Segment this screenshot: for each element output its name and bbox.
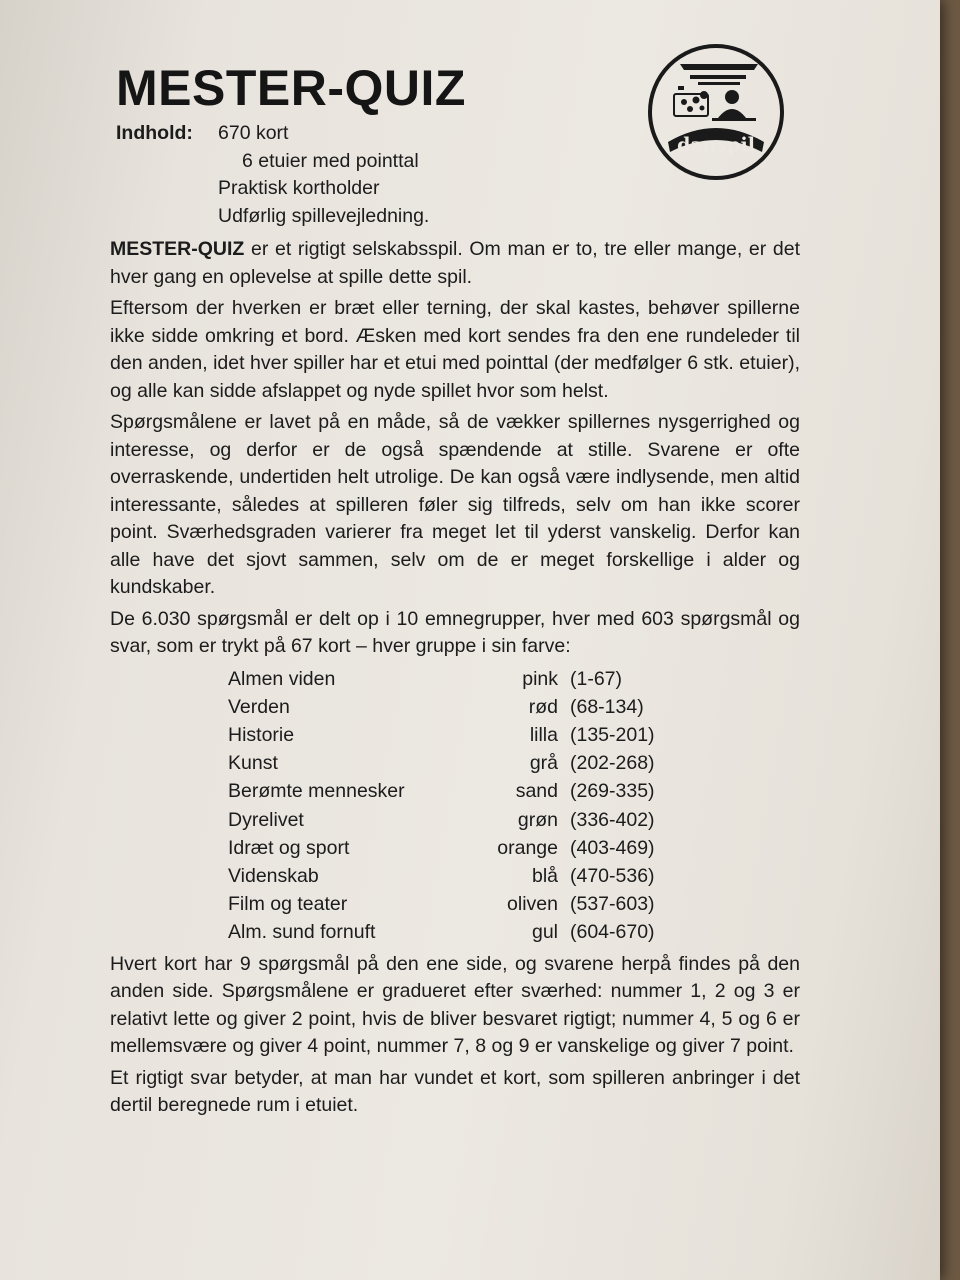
group-color: rød bbox=[528, 695, 558, 718]
group-range: (68-134) bbox=[570, 695, 644, 718]
group-name: Videnskab bbox=[228, 864, 319, 887]
group-color: gul bbox=[531, 921, 558, 944]
group-color: oliven bbox=[507, 893, 558, 916]
table-row bbox=[228, 834, 680, 862]
group-color: sand bbox=[515, 780, 558, 803]
group-name: Kunst bbox=[228, 752, 278, 775]
group-color: blå bbox=[531, 864, 558, 887]
table-row bbox=[228, 806, 680, 834]
group-name: Almen viden bbox=[228, 667, 336, 690]
group-color: grå bbox=[529, 752, 558, 775]
group-range: (135-201) bbox=[570, 723, 655, 746]
group-name: Berømte mennesker bbox=[228, 780, 405, 803]
group-color: lilla bbox=[529, 723, 558, 746]
contents-item: 6 etuier med pointtal bbox=[242, 149, 419, 172]
group-range: (202-268) bbox=[570, 752, 655, 775]
group-color: pink bbox=[522, 667, 558, 690]
intro-paragraph bbox=[110, 236, 800, 291]
group-range: (604-670) bbox=[570, 921, 655, 944]
group-range: (1-67) bbox=[570, 667, 623, 690]
group-name: Alm. sund fornuft bbox=[228, 921, 376, 944]
contents-item: Udførlig spillevejledning. bbox=[218, 204, 430, 227]
group-color: grøn bbox=[517, 808, 558, 831]
paragraph: De 6.030 spørgsmål er delt op i 10 emnegrupper, hver med 603 spørgsmål og svar, som er trykt på 67 kort – hver gruppe i sin farve: bbox=[110, 607, 800, 657]
group-name: Historie bbox=[228, 723, 295, 746]
document-body bbox=[110, 58, 800, 1120]
page-title: MESTER-QUIZ bbox=[116, 60, 466, 116]
table-row bbox=[228, 777, 680, 805]
paragraph: Et rigtigt svar betyder, at man har vundet et kort, som spilleren anbringer i det dertil beregnede rum i etuiet. bbox=[110, 1066, 800, 1117]
contents-item: 670 kort bbox=[218, 122, 289, 144]
table-row bbox=[228, 665, 680, 693]
table-row bbox=[228, 693, 680, 721]
group-range: (537-603) bbox=[570, 893, 655, 916]
group-color: orange bbox=[497, 836, 558, 859]
contents-list bbox=[116, 120, 800, 230]
svg-text:danspil: danspil bbox=[677, 134, 755, 156]
group-range: (470-536) bbox=[570, 864, 655, 887]
intro-game-name: MESTER-QUIZ bbox=[110, 238, 245, 260]
table-row bbox=[228, 749, 680, 777]
table-row bbox=[228, 721, 680, 749]
topic-groups-table bbox=[228, 665, 680, 947]
group-name: Verden bbox=[228, 695, 290, 718]
paragraph: Hvert kort har 9 spørgsmål på den ene side, og svarene herpå findes på den anden side. Spørgsmålene er gradueret efter sværhed: nummer 1, 2 og 3 er relativt lette og giver 2 point, hvis de bliver besvaret rigtigt; nummer 4, 5 og 6 er mellemsvære og giver 4 point, nummer 7, 8 og 9 er vanskelige og giver 7 point. bbox=[110, 952, 800, 1058]
contents-label: Indhold: bbox=[116, 122, 193, 144]
contents-item: Praktisk kortholder bbox=[218, 177, 380, 199]
group-range: (403-469) bbox=[570, 836, 655, 859]
table-row bbox=[228, 890, 680, 918]
paragraph: Spørgsmålene er lavet på en måde, så de vækker spillernes nysgerrighed og interesse, og derfor er de også spændende at stille. Svarene er ofte overraskende, undertiden helt utrolige. De kan også være indlysende, men altid interessante, således at spilleren føler sig tilfreds, selv om han ikke scorer point. Sværhedsgraden varierer fra meget let til yderst vanskelig. Derfor kan alle have det sjovt sammen, selv om de er meget forskellige i alder og kundskaber. bbox=[110, 411, 800, 598]
group-name: Idræt og sport bbox=[228, 836, 350, 859]
group-name: Dyrelivet bbox=[228, 808, 304, 831]
paragraph: Eftersom der hverken er bræt eller terning, der skal kastes, behøver spillerne ikke sidde omkring et bord. Æsken med kort sendes fra den ene rundeleder til den anden, idet hver spiller har et etui med pointtal (der medfølger 6 stk. etuier), og alle kan sidde afslappet og nyde spillet hvor som helst. bbox=[110, 297, 800, 402]
table-row bbox=[228, 862, 680, 890]
group-range: (336-402) bbox=[570, 808, 655, 831]
table-row bbox=[228, 918, 680, 946]
intro-text: er et rigtigt selskabsspil. Om man er to, tre eller mange, er det hver gang en oplevelse at spille dette spil. bbox=[110, 238, 800, 288]
group-name: Film og teater bbox=[228, 893, 348, 916]
group-range: (269-335) bbox=[570, 780, 655, 803]
